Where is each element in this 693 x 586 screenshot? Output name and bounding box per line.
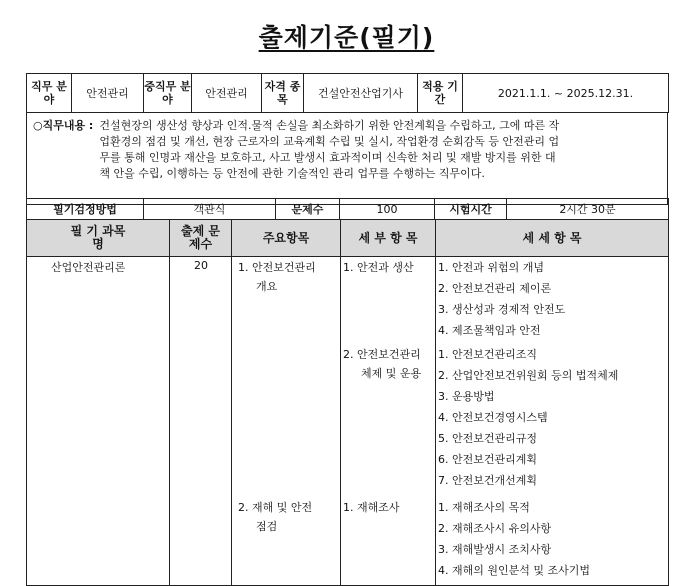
detail-item: 2. 산업안전보건위원회 등의 법적체제 xyxy=(438,369,619,382)
job-field-label: 직무 분야 xyxy=(27,74,72,113)
time-label: 시험시간 xyxy=(435,199,507,220)
header-questions: 출제 문제수 xyxy=(170,220,232,257)
detail-item: 5. 안전보건관리규정 xyxy=(438,432,537,445)
duty-line: 업환경의 점검 및 개선, 현장 근로자의 교육계획 수립 및 실시, 작업환경 순회감독 등 안전관리 업 xyxy=(99,135,560,148)
detail-item: 2. 안전보건관리 제이론 xyxy=(438,282,552,295)
sub-item-line: 1. 안전과 생산 xyxy=(343,261,414,274)
count-value: 100 xyxy=(340,199,435,220)
criteria-table xyxy=(26,219,669,586)
cert-label: 자격 종목 xyxy=(262,74,304,113)
page-title: 출제기준(필기) xyxy=(258,23,435,52)
sub-field-value: 안전관리 xyxy=(192,74,262,113)
detail-item: 6. 안전보건관리계획 xyxy=(438,453,537,466)
main-item-line: 2. 재해 및 안전 xyxy=(238,501,313,514)
main-items-cell xyxy=(232,257,341,586)
duty-line: 건설현장의 생산성 향상과 인적.물적 손실을 최소화하기 위한 안전계획을 수립하고, 그에 따른 작 xyxy=(99,119,560,132)
detail-item: 4. 제조물책임과 안전 xyxy=(438,324,541,337)
method-label: 필기검정방법 xyxy=(27,199,144,220)
detail-item: 1. 안전보건관리조직 xyxy=(438,348,537,361)
cert-value: 건설안전산업기사 xyxy=(304,74,418,113)
exam-table xyxy=(26,198,669,220)
detail-item: 4. 안전보건경영시스템 xyxy=(438,411,548,424)
duty-label: ○직무내용 : xyxy=(33,119,94,132)
detail-item: 3. 생산성과 경제적 안전도 xyxy=(438,303,566,316)
detail-item: 1. 안전과 위험의 개념 xyxy=(438,261,544,274)
duty-table xyxy=(26,112,668,205)
sub-item-line: 1. 재해조사 xyxy=(343,501,400,514)
subject-cell xyxy=(27,257,170,586)
detail-item: 1. 재해조사의 목적 xyxy=(438,501,530,514)
subject-questions: 20 xyxy=(194,259,208,272)
details-cell xyxy=(436,257,669,586)
detail-item: 7. 안전보건개선계획 xyxy=(438,474,537,487)
detail-item: 3. 운용방법 xyxy=(438,390,495,403)
header-detail: 세 세 항 목 xyxy=(436,220,669,257)
info-table xyxy=(26,73,669,113)
detail-item: 3. 재해발생시 조치사항 xyxy=(438,543,552,556)
count-label: 문제수 xyxy=(276,199,340,220)
main-item-line: 1. 안전보건관리 xyxy=(238,261,316,274)
main-item-line: 개요 xyxy=(256,280,278,293)
sub-items-cell xyxy=(341,257,436,586)
header-subject: 필 기 과목명 xyxy=(27,220,170,257)
main-item-line: 점검 xyxy=(256,520,278,533)
sub-item-line: 2. 안전보건관리 xyxy=(343,348,421,361)
detail-item: 2. 재해조사시 유의사항 xyxy=(438,522,552,535)
period-label: 적용 기간 xyxy=(418,74,463,113)
duty-text xyxy=(99,118,559,182)
job-field-value: 안전관리 xyxy=(72,74,144,113)
duty-line: 무를 통해 인명과 재산을 보호하고, 사고 발생시 효과적이며 신속한 처리 및 재발 방지를 위한 대 xyxy=(99,151,556,164)
detail-item: 4. 재해의 원인분석 및 조사기법 xyxy=(438,564,590,577)
header-main: 주요항목 xyxy=(232,220,341,257)
questions-cell xyxy=(170,257,232,586)
time-value: 2시간 30분 xyxy=(507,199,669,220)
sub-item-line: 체제 및 운용 xyxy=(361,367,422,380)
method-value: 객관식 xyxy=(144,199,276,220)
duty-line: 책 안을 수립, 이행하는 등 안전에 관한 기술적인 관리 업무를 수행하는 직무이다. xyxy=(99,167,485,180)
subject-name: 산업안전관리론 xyxy=(51,261,126,274)
header-sub: 세 부 항 목 xyxy=(341,220,436,257)
period-value: 2021.1.1. ~ 2025.12.31. xyxy=(463,74,669,113)
sub-field-label: 중직무 분야 xyxy=(144,74,192,113)
